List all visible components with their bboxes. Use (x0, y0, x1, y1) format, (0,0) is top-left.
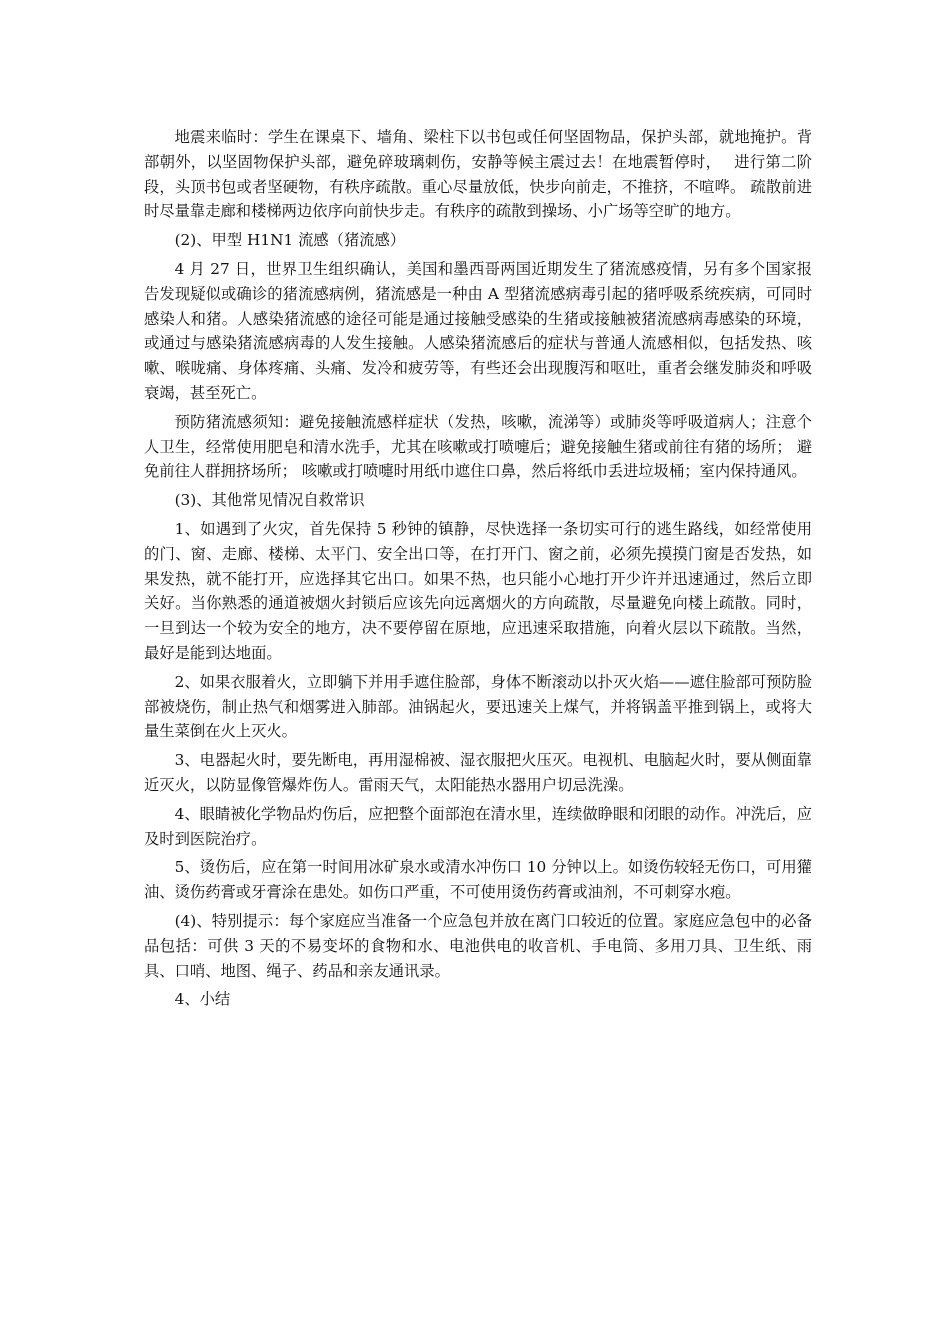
paragraph-swine-flu-info: 4 月 27 日，世界卫生组织确认，美国和墨西哥两国近期发生了猪流感疫情，另有多个国家报告发现疑似或确诊的猪流感病例，猪流感是一种由 A 型猪流感病毒引起的猪呼吸系统疾病，可同时感染人和猪。人感染猪流感的途径可能是通过接触受感染的生猪或接触被猪流感病毒感染的环境，或通过与感染猪流感病毒的人发生接触。人感染猪流感后的症状与普通人流感相似，包括发热、咳嗽、喉咙痛、身体疼痛、头痛、发冷和疲劳等，有些还会出现腹泻和呕吐，重者会继发肺炎和呼吸衰竭，甚至死亡。 (144, 259, 812, 402)
paragraph-swine-flu-prevention: 预防猪流感须知：避免接触流感样症状（发热，咳嗽，流涕等）或肺炎等呼吸道病人；注意个人卫生，经常使用肥皂和清水洗手，尤其在咳嗽或打喷嚏后；避免接触生猪或前往有猪的场所； 避免前往人群拥挤场所； 咳嗽或打喷嚏时用纸巾遮住口鼻，然后将纸巾丢进垃圾桶；室内保持通风。 (144, 412, 812, 481)
paragraph-fire-escape: 1、如遇到了火灾，首先保持 5 秒钟的镇静，尽快选择一条切实可行的逃生路线，如经常使用的门、窗、走廊、楼梯、太平门、安全出口等，在打开门、窗之前，必须先摸摸门窗是否发热，如果发热，就不能打开，应选择其它出口。如果不热，也只能小心地打开少许并迅速通过，然后立即关好。当你熟悉的通道被烟火封锁后应该先向远离烟火的方向疏散，尽量避免向楼上疏散。同时，一旦到达一个较为安全的地方，决不要停留在原地，应迅速采取措施，向着火层以下疏散。当然，最好是能到达地面。 (144, 519, 812, 662)
paragraph-electrical-fire: 3、电器起火时，要先断电，再用湿棉被、湿衣服把火压灭。电视机、电脑起火时，要从侧面靠近灭火，以防显像管爆炸伤人。雷雨天气，太阳能热水器用户切忌洗澡。 (144, 751, 812, 794)
heading-self-rescue: (3)、其他常见情况自救常识 (174, 491, 365, 510)
paragraph-scald: 5、烫伤后，应在第一时间用冰矿泉水或清水冲伤口 10 分钟以上。如烫伤较轻无伤口，可用獾油、烫伤药膏或牙膏涂在患处。如伤口严重，不可使用烫伤药膏或油剂，不可刺穿水疱。 (144, 858, 812, 902)
paragraph-clothes-fire: 2、如果衣服着火，立即躺下并用手遮住脸部，身体不断滚动以扑灭火焰——遮住脸部可预防脸部被烧伤，制止热气和烟雾进入肺部。油锅起火，要迅速关上煤气，并将锅盖平推到锅上，或将大量生菜倒在火上灭火。 (144, 672, 812, 741)
paragraph-earthquake-evacuation: 地震来临时：学生在课桌下、墙角、梁柱下以书包或任何坚固物品，保护头部，就地掩护。背部朝外，以坚固物保护头部，避免碎玻璃刺伤，安静等候主震过去！在地震暂停时， 进行第二阶段，头顶书包或者坚硬物，有秩序疏散。重心尽量放低，快步向前走，不推挤，不喧哗。 疏散前进时尽量靠走廊和楼梯两边依序向前快步走。有秩序的疏散到操场、小广场等空旷的地方。 (144, 128, 812, 221)
document-page (144, 125, 812, 1016)
paragraph-chemical-eye-burn: 4、眼睛被化学物品灼伤后，应把整个面部泡在清水里，连续做睁眼和闭眼的动作。冲洗后，应及时到医院治疗。 (144, 804, 812, 848)
paragraph-emergency-kit: (4)、特别提示：每个家庭应当准备一个应急包并放在离门口较近的位置。家庭应急包中的必备品包括：可供 3 天的不易变坏的食物和水、电池供电的收音机、手电筒、多用刀具、卫生纸、雨具、口哨、地图、绳子、药品和亲友通讯录。 (144, 911, 812, 980)
heading-h1n1-flu: (2)、甲型 H1N1 流感（猪流感） (174, 231, 406, 250)
heading-summary: 4、小结 (174, 990, 231, 1009)
